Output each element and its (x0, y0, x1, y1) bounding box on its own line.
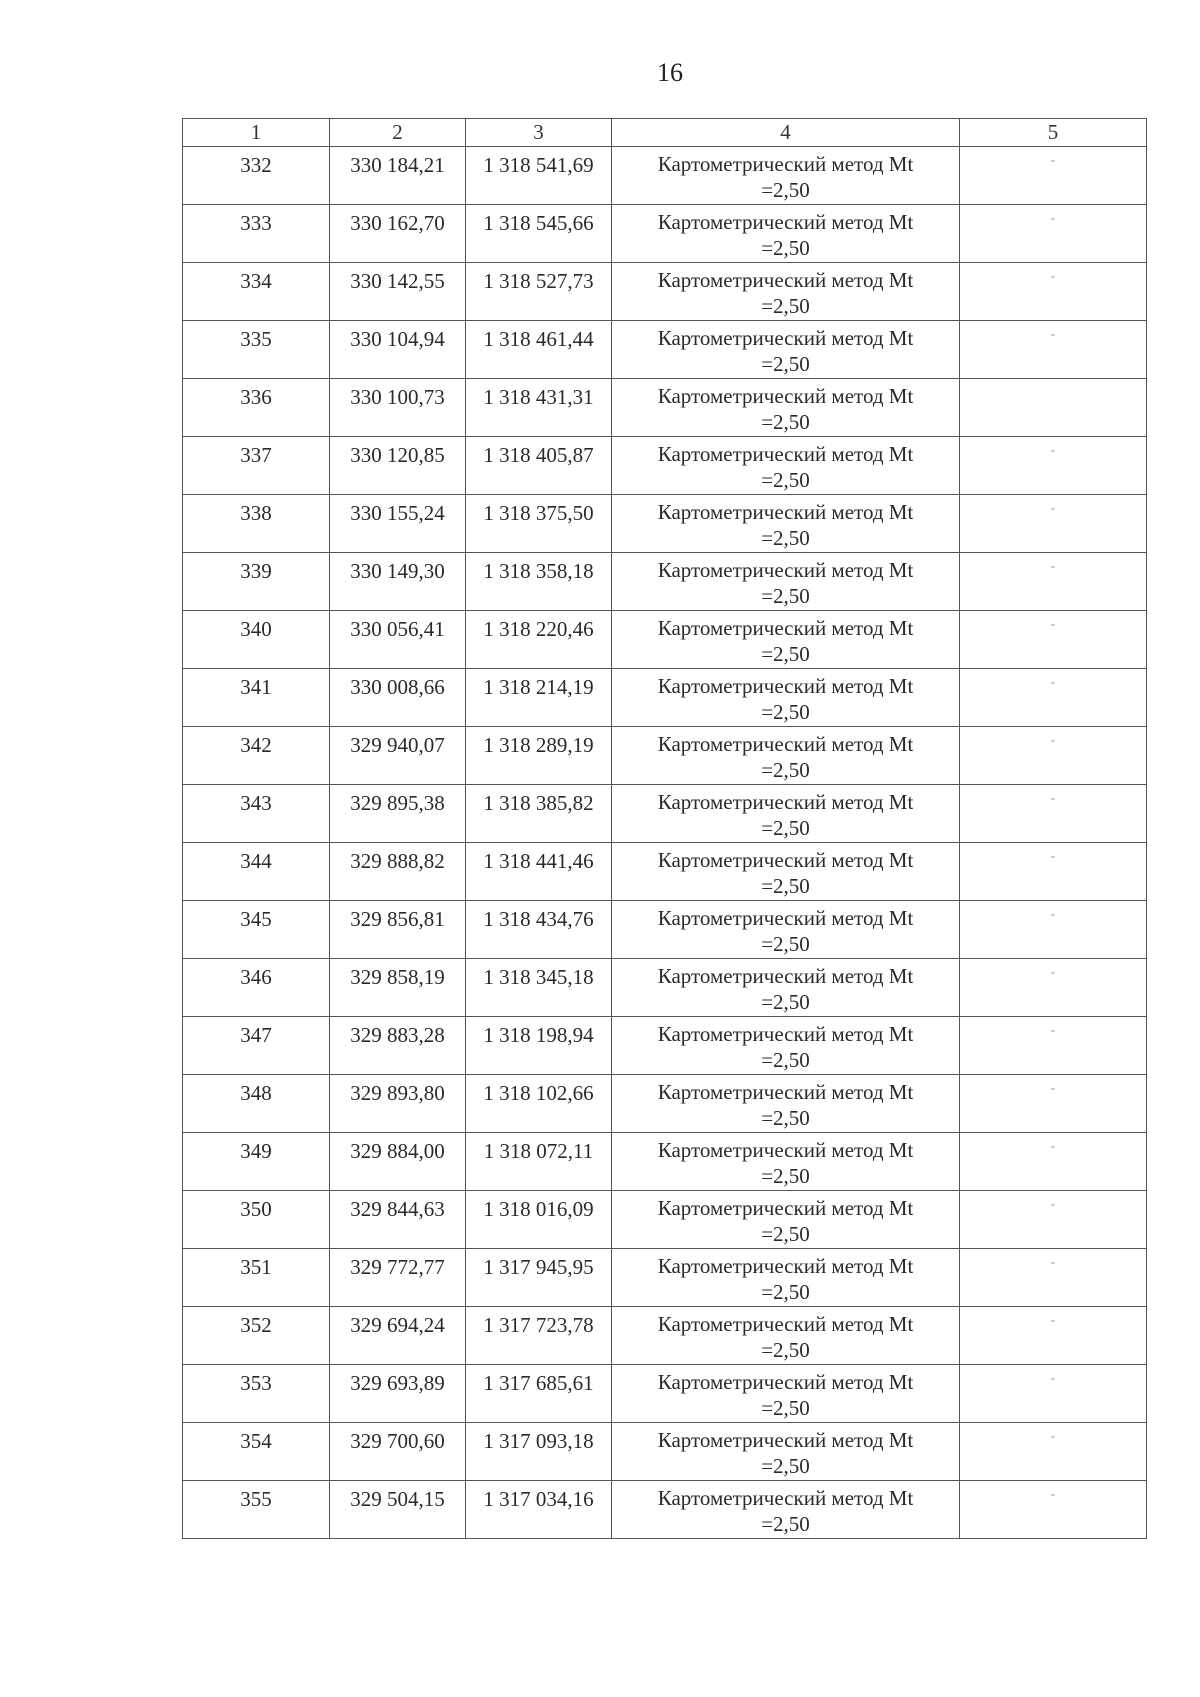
y-coordinate-cell: 1 318 214,19 (466, 669, 612, 727)
precision-text: =2,50 (761, 874, 810, 898)
header-col-4: 4 (612, 119, 960, 147)
precision-text: =2,50 (761, 410, 810, 434)
table-header (183, 119, 1147, 147)
point-number-cell: 347 (183, 1017, 330, 1075)
note-cell: - (960, 321, 1147, 379)
note-cell: - (960, 1365, 1147, 1423)
precision-text: =2,50 (761, 178, 810, 202)
page-number: 16 (657, 58, 683, 87)
method-cell (612, 553, 960, 611)
table-row (183, 1191, 1147, 1249)
x-coordinate-cell: 330 120,85 (330, 437, 466, 495)
method-text: Картометрический метод Mt (657, 152, 914, 176)
x-coordinate-cell: 330 056,41 (330, 611, 466, 669)
note-cell: - (960, 901, 1147, 959)
precision-text: =2,50 (761, 1338, 810, 1362)
table-row (183, 1307, 1147, 1365)
note-cell (960, 379, 1147, 437)
precision-text: =2,50 (761, 1048, 810, 1072)
point-number-cell: 335 (183, 321, 330, 379)
x-coordinate-cell: 330 149,30 (330, 553, 466, 611)
note-cell: - (960, 1075, 1147, 1133)
method-text: Картометрический метод Mt (657, 1138, 914, 1162)
x-coordinate-cell: 330 155,24 (330, 495, 466, 553)
method-text: Картометрический метод Mt (657, 1196, 914, 1220)
precision-text: =2,50 (761, 1454, 810, 1478)
method-cell (612, 1075, 960, 1133)
y-coordinate-cell: 1 318 345,18 (466, 959, 612, 1017)
method-text: Картометрический метод Mt (657, 1428, 914, 1452)
precision-text: =2,50 (761, 932, 810, 956)
point-number-cell: 342 (183, 727, 330, 785)
precision-text: =2,50 (761, 1512, 810, 1536)
point-number-cell: 339 (183, 553, 330, 611)
point-number-cell: 343 (183, 785, 330, 843)
table-row (183, 1423, 1147, 1481)
method-cell (612, 379, 960, 437)
method-cell (612, 1191, 960, 1249)
precision-text: =2,50 (761, 1164, 810, 1188)
precision-text: =2,50 (761, 1106, 810, 1130)
point-number-cell: 345 (183, 901, 330, 959)
note-cell: - (960, 1481, 1147, 1539)
method-text: Картометрический метод Mt (657, 790, 914, 814)
y-coordinate-cell: 1 317 093,18 (466, 1423, 612, 1481)
x-coordinate-cell: 329 856,81 (330, 901, 466, 959)
point-number-cell: 353 (183, 1365, 330, 1423)
point-number-cell: 337 (183, 437, 330, 495)
note-cell: - (960, 1249, 1147, 1307)
precision-text: =2,50 (761, 584, 810, 608)
method-cell (612, 495, 960, 553)
method-cell (612, 611, 960, 669)
method-text: Картометрический метод Mt (657, 616, 914, 640)
x-coordinate-cell: 329 693,89 (330, 1365, 466, 1423)
y-coordinate-cell: 1 318 434,76 (466, 901, 612, 959)
x-coordinate-cell: 329 940,07 (330, 727, 466, 785)
method-cell (612, 959, 960, 1017)
precision-text: =2,50 (761, 642, 810, 666)
table-row (183, 321, 1147, 379)
x-coordinate-cell: 329 700,60 (330, 1423, 466, 1481)
method-text: Картометрический метод Mt (657, 906, 914, 930)
point-number-cell: 338 (183, 495, 330, 553)
table-row (183, 1365, 1147, 1423)
x-coordinate-cell: 329 884,00 (330, 1133, 466, 1191)
method-cell (612, 205, 960, 263)
x-coordinate-cell: 330 184,21 (330, 147, 466, 205)
x-coordinate-cell: 329 895,38 (330, 785, 466, 843)
y-coordinate-cell: 1 318 385,82 (466, 785, 612, 843)
x-coordinate-cell: 329 888,82 (330, 843, 466, 901)
point-number-cell: 350 (183, 1191, 330, 1249)
table-row (183, 1133, 1147, 1191)
note-cell: - (960, 727, 1147, 785)
note-cell: - (960, 437, 1147, 495)
y-coordinate-cell: 1 318 441,46 (466, 843, 612, 901)
note-cell: - (960, 263, 1147, 321)
table-row (183, 959, 1147, 1017)
note-cell: - (960, 785, 1147, 843)
y-coordinate-cell: 1 318 541,69 (466, 147, 612, 205)
x-coordinate-cell: 329 883,28 (330, 1017, 466, 1075)
y-coordinate-cell: 1 317 945,95 (466, 1249, 612, 1307)
table-row (183, 1481, 1147, 1539)
method-text: Картометрический метод Mt (657, 1370, 914, 1394)
note-cell: - (960, 843, 1147, 901)
method-cell (612, 1017, 960, 1075)
header-col-2: 2 (330, 119, 466, 147)
note-cell: - (960, 1191, 1147, 1249)
note-cell: - (960, 1017, 1147, 1075)
method-text: Картометрический метод Mt (657, 848, 914, 872)
method-text: Картометрический метод Mt (657, 964, 914, 988)
precision-text: =2,50 (761, 352, 810, 376)
x-coordinate-cell: 329 893,80 (330, 1075, 466, 1133)
y-coordinate-cell: 1 318 198,94 (466, 1017, 612, 1075)
method-text: Картометрический метод Mt (657, 500, 914, 524)
table-row (183, 1249, 1147, 1307)
precision-text: =2,50 (761, 1280, 810, 1304)
point-number-cell: 332 (183, 147, 330, 205)
y-coordinate-cell: 1 318 405,87 (466, 437, 612, 495)
method-text: Картометрический метод Mt (657, 1022, 914, 1046)
precision-text: =2,50 (761, 758, 810, 782)
note-cell: - (960, 205, 1147, 263)
method-text: Картометрический метод Mt (657, 674, 914, 698)
method-text: Картометрический метод Mt (657, 384, 914, 408)
table-row (183, 669, 1147, 727)
note-cell: - (960, 495, 1147, 553)
y-coordinate-cell: 1 318 545,66 (466, 205, 612, 263)
method-cell (612, 1423, 960, 1481)
y-coordinate-cell: 1 318 072,11 (466, 1133, 612, 1191)
y-coordinate-cell: 1 318 431,31 (466, 379, 612, 437)
method-text: Картометрический метод Mt (657, 1486, 914, 1510)
method-cell (612, 669, 960, 727)
precision-text: =2,50 (761, 990, 810, 1014)
x-coordinate-cell: 330 142,55 (330, 263, 466, 321)
table-row (183, 147, 1147, 205)
table-row (183, 785, 1147, 843)
header-col-1: 1 (183, 119, 330, 147)
table-row (183, 901, 1147, 959)
method-text: Картометрический метод Mt (657, 1312, 914, 1336)
note-cell: - (960, 147, 1147, 205)
method-cell (612, 437, 960, 495)
table-row (183, 263, 1147, 321)
method-cell (612, 1481, 960, 1539)
y-coordinate-cell: 1 318 289,19 (466, 727, 612, 785)
method-cell (612, 147, 960, 205)
method-cell (612, 901, 960, 959)
table-row (183, 727, 1147, 785)
y-coordinate-cell: 1 318 016,09 (466, 1191, 612, 1249)
table-row (183, 205, 1147, 263)
method-cell (612, 1249, 960, 1307)
note-cell: - (960, 669, 1147, 727)
x-coordinate-cell: 330 008,66 (330, 669, 466, 727)
point-number-cell: 344 (183, 843, 330, 901)
precision-text: =2,50 (761, 1396, 810, 1420)
y-coordinate-cell: 1 317 685,61 (466, 1365, 612, 1423)
x-coordinate-cell: 329 844,63 (330, 1191, 466, 1249)
method-cell (612, 321, 960, 379)
method-cell (612, 785, 960, 843)
point-number-cell: 333 (183, 205, 330, 263)
table-row (183, 1075, 1147, 1133)
y-coordinate-cell: 1 318 102,66 (466, 1075, 612, 1133)
point-number-cell: 349 (183, 1133, 330, 1191)
method-cell (612, 1133, 960, 1191)
point-number-cell: 341 (183, 669, 330, 727)
x-coordinate-cell: 329 858,19 (330, 959, 466, 1017)
method-cell (612, 727, 960, 785)
point-number-cell: 348 (183, 1075, 330, 1133)
method-cell (612, 263, 960, 321)
method-text: Картометрический метод Mt (657, 442, 914, 466)
point-number-cell: 351 (183, 1249, 330, 1307)
point-number-cell: 352 (183, 1307, 330, 1365)
method-cell (612, 1365, 960, 1423)
note-cell: - (960, 553, 1147, 611)
method-cell (612, 843, 960, 901)
table-row (183, 437, 1147, 495)
x-coordinate-cell: 330 104,94 (330, 321, 466, 379)
point-number-cell: 346 (183, 959, 330, 1017)
method-text: Картометрический метод Mt (657, 268, 914, 292)
point-number-cell: 334 (183, 263, 330, 321)
y-coordinate-cell: 1 318 375,50 (466, 495, 612, 553)
coordinates-table (182, 118, 1147, 1539)
method-text: Картометрический метод Mt (657, 210, 914, 234)
note-cell: - (960, 1133, 1147, 1191)
header-row (183, 119, 1147, 147)
note-cell: - (960, 959, 1147, 1017)
precision-text: =2,50 (761, 468, 810, 492)
point-number-cell: 336 (183, 379, 330, 437)
point-number-cell: 354 (183, 1423, 330, 1481)
y-coordinate-cell: 1 318 461,44 (466, 321, 612, 379)
table-body (183, 147, 1147, 1539)
table-row (183, 553, 1147, 611)
note-cell: - (960, 1307, 1147, 1365)
point-number-cell: 355 (183, 1481, 330, 1539)
y-coordinate-cell: 1 318 220,46 (466, 611, 612, 669)
x-coordinate-cell: 330 100,73 (330, 379, 466, 437)
x-coordinate-cell: 329 772,77 (330, 1249, 466, 1307)
precision-text: =2,50 (761, 700, 810, 724)
table-row (183, 495, 1147, 553)
x-coordinate-cell: 329 504,15 (330, 1481, 466, 1539)
header-col-5: 5 (960, 119, 1147, 147)
method-text: Картометрический метод Mt (657, 326, 914, 350)
point-number-cell: 340 (183, 611, 330, 669)
header-col-3: 3 (466, 119, 612, 147)
table-row (183, 843, 1147, 901)
method-cell (612, 1307, 960, 1365)
x-coordinate-cell: 330 162,70 (330, 205, 466, 263)
table-row (183, 611, 1147, 669)
x-coordinate-cell: 329 694,24 (330, 1307, 466, 1365)
note-cell: - (960, 1423, 1147, 1481)
precision-text: =2,50 (761, 816, 810, 840)
precision-text: =2,50 (761, 1222, 810, 1246)
table-row (183, 379, 1147, 437)
precision-text: =2,50 (761, 294, 810, 318)
note-cell: - (960, 611, 1147, 669)
y-coordinate-cell: 1 317 034,16 (466, 1481, 612, 1539)
method-text: Картометрический метод Mt (657, 1080, 914, 1104)
y-coordinate-cell: 1 317 723,78 (466, 1307, 612, 1365)
method-text: Картометрический метод Mt (657, 732, 914, 756)
precision-text: =2,50 (761, 526, 810, 550)
method-text: Картометрический метод Mt (657, 558, 914, 582)
precision-text: =2,50 (761, 236, 810, 260)
method-text: Картометрический метод Mt (657, 1254, 914, 1278)
y-coordinate-cell: 1 318 358,18 (466, 553, 612, 611)
table-row (183, 1017, 1147, 1075)
y-coordinate-cell: 1 318 527,73 (466, 263, 612, 321)
